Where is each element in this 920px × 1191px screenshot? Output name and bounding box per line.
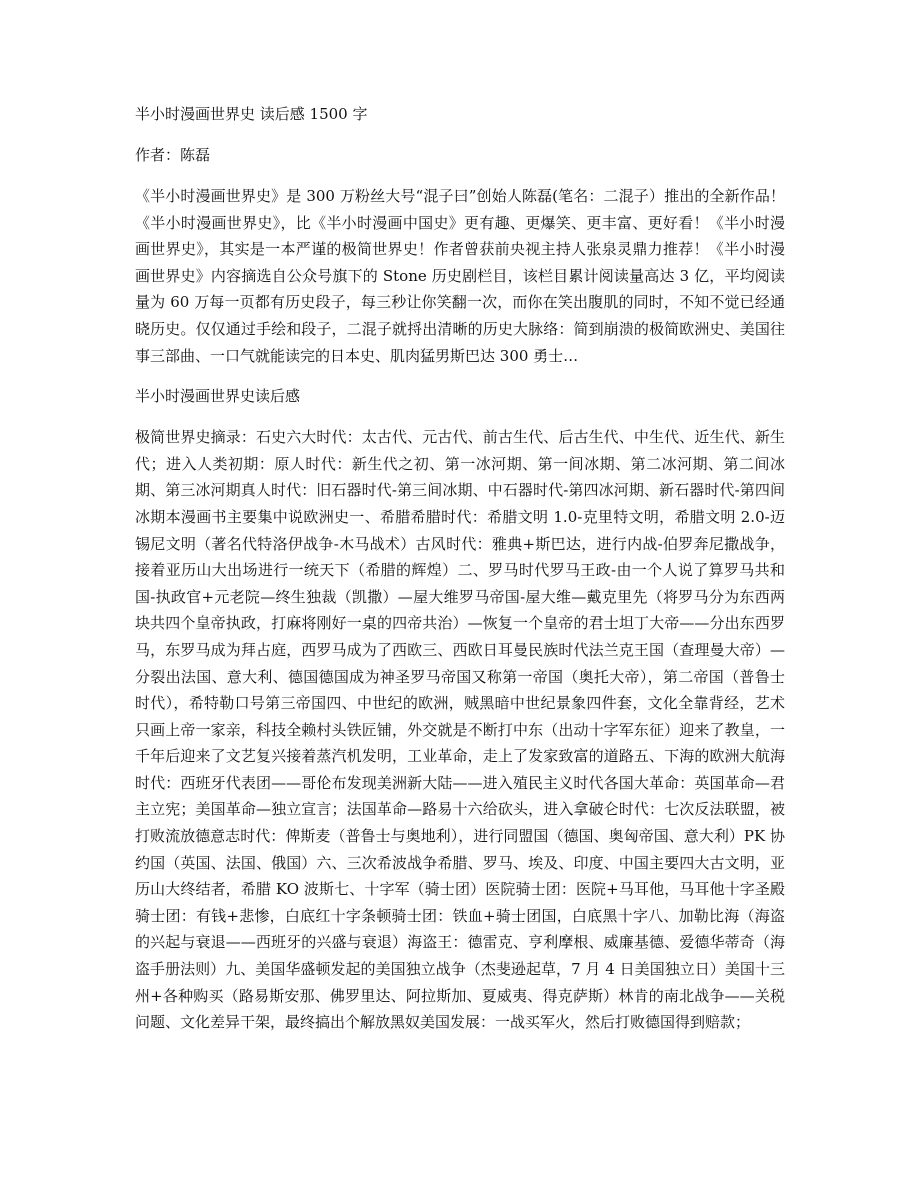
document-page xyxy=(135,101,785,1050)
document-author: 作者：陈磊 xyxy=(135,146,211,164)
body-paragraph: 极简世界史摘录：石史六大时代：太古代、元古代、前古生代、后古生代、中生代、近生代、新生代；进入人类初期：原人时代：新生代之初、第一冰河期、第一间冰期、第二冰河期、第二间冰期、第三冰河期真人时代：旧石器时代-第三间冰期、中石器时代-第四冰河期、新石器时代-第四间冰期本漫画书主要集中说欧洲史一、希腊希腊时代：希腊文明 1.0-克里特文明，希腊文明 2.0-迈锡尼文明（著名代特洛伊战争-木马战术）古风时代：雅典+斯巴达，进行内战-伯罗奔尼撒战争，接着亚历山大出场进行一统天下（希腊的辉煌）二、罗马时代罗马王政-由一个人说了算罗马共和国-执政官+元老院—终生独裁（凯撒）—屋大维罗马帝国-屋大维—戴克里先（将罗马分为东西两块共四个皇帝执政，打麻将刚好一桌的四帝共治）—恢复一个皇帝的君士坦丁大帝——分出东西罗马，东罗马成为拜占庭，西罗马成为了西欧三、西欧日耳曼民族时代法兰克王国（查理曼大帝）—分裂出法国、意大利、德国德国成为神圣罗马帝国又称第一帝国（奥托大帝），第二帝国（普鲁士时代），希特勒口号第三帝国四、中世纪的欧洲，贼黑暗中世纪景象四件套，文化全靠背经，艺术只画上帝一家亲，科技全赖村头铁匠铺，外交就是不断打中东（出动十字军东征）迎来了教皇，一千年后迎来了文艺复兴接着蒸汽机发明，工业革命，走上了发家致富的道路五、下海的欧洲大航海时代：西班牙代表团——哥伦布发现美洲新大陆——进入殖民主义时代各国大革命：英国革命—君主立宪；美国革命—独立宣言；法国革命—路易十六给砍头，进入拿破仑时代：七次反法联盟，被打败流放德意志时代：俾斯麦（普鲁士与奥地利），进行同盟国（德国、奥匈帝国、意大利）PK 协约国（英国、法国、俄国）六、三次希波战争希腊、罗马、埃及、印度、中国主要四大古文明，亚历山大终结者，希腊 KO 波斯七、十字军（骑士团）医院骑士团：医院+马耳他，马耳他十字圣殿骑士团：有钱+悲惨，白底红十字条顿骑士团：铁血+骑士团国，白底黑十字八、加勒比海（海盗的兴起与衰退——西班牙的兴盛与衰退）海盗王：德雷克、亨利摩根、威廉基德、爱德华蒂奇（海盗手册法则）九、美国华盛顿发起的美国独立战争（杰斐逊起草，7 月 4 日美国独立日）美国十三州+各种购买（路易斯安那、佛罗里达、阿拉斯加、夏威夷、得克萨斯）林肯的南北战争——关税问题、文化差异干架，最终搞出个解放黑奴美国发展：一战买军火，然后打败德国得到赔款； xyxy=(135,428,785,1032)
intro-paragraph: 《半小时漫画世界史》是 300 万粉丝大号“混子曰”创始人陈磊(笔名：二混子）推出的全新作品！《半小时漫画世界史》，比《半小时漫画中国史》更有趣、更爆笑、更丰富、更好看！《半小时漫画世界史》，其实是一本严谨的极简世界史！作者曾获前央视主持人张泉灵鼎力推荐！《半小时漫画世界史》内容摘选自公众号旗下的 Stone 历史剧栏目，该栏目累计阅读量高达 3 亿，平均阅读量为 60 万每一页都有历史段子，每三秒让你笑翻一次，而你在笑出腹肌的同时，不知不觉已经通晓历史。仅仅通过手绘和段子，二混子就捋出清晰的历史大脉络：简到崩溃的极简欧洲史、美国往事三部曲、一口气就能读完的日本史、肌肉猛男斯巴达 300 勇士… xyxy=(135,187,785,365)
section-heading: 半小时漫画世界史读后感 xyxy=(135,387,301,406)
document-title: 半小时漫画世界史 读后感 1500 字 xyxy=(135,105,368,123)
